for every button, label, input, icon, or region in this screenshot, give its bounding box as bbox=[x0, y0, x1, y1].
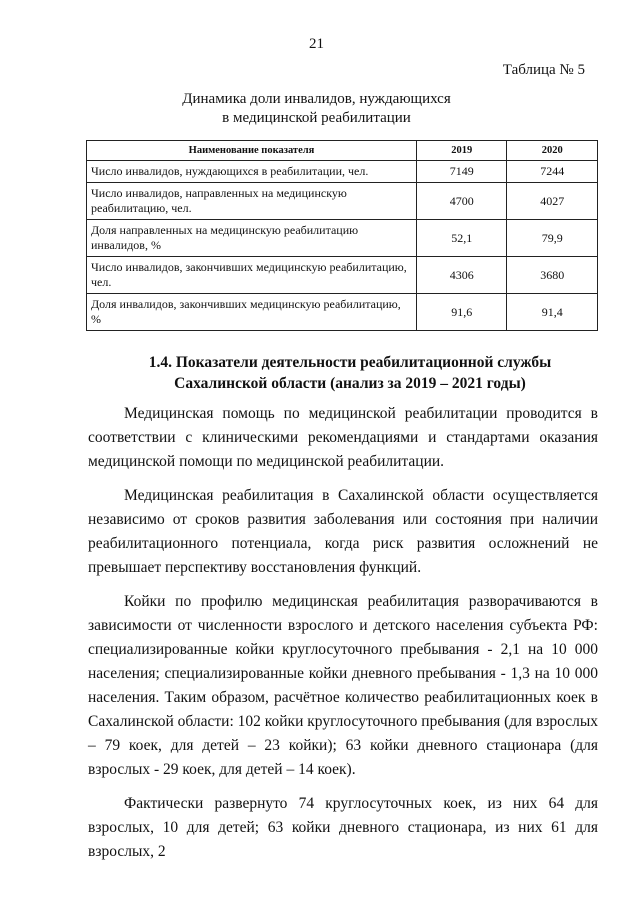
row-label: Число инвалидов, закончивших медицинскую реабилитацию, чел. bbox=[87, 257, 417, 294]
header-2019: 2019 bbox=[416, 141, 507, 161]
cell-2019: 4700 bbox=[416, 183, 507, 220]
table-row bbox=[87, 294, 598, 331]
cell-2020: 91,4 bbox=[507, 294, 598, 331]
header-2020: 2020 bbox=[507, 141, 598, 161]
table-title bbox=[0, 90, 633, 128]
row-label: Доля направленных на медицинскую реабилитацию инвалидов, % bbox=[87, 220, 417, 257]
paragraph: Фактически развернуто 74 круглосуточных коек, из них 64 для взрослых, 10 для детей; 63 койки дневного стационара, из них 61 для взрослых, 2 bbox=[88, 795, 598, 860]
section-heading-line-2: Сахалинской области (анализ за 2019 – 2021 годы) bbox=[174, 375, 526, 392]
cell-2020: 7244 bbox=[507, 161, 598, 183]
cell-2020: 79,9 bbox=[507, 220, 598, 257]
table-row bbox=[87, 220, 598, 257]
table-label: Таблица № 5 bbox=[502, 62, 585, 78]
row-label: Число инвалидов, нуждающихся в реабилитации, чел. bbox=[87, 161, 417, 183]
page-number: 21 bbox=[309, 36, 324, 52]
paragraph: Медицинская помощь по медицинской реабилитации проводится в соответствии с клиническими рекомендациями и стандартами оказания медицинской помощи по медицинской реабилитации. bbox=[88, 405, 598, 470]
cell-2019: 7149 bbox=[416, 161, 507, 183]
cell-2019: 52,1 bbox=[416, 220, 507, 257]
table-row bbox=[87, 183, 598, 220]
cell-2020: 4027 bbox=[507, 183, 598, 220]
section-heading-line-1: 1.4. Показатели деятельности реабилитационной службы bbox=[148, 354, 552, 371]
cell-2019: 91,6 bbox=[416, 294, 507, 331]
table-title-line-2: в медицинской реабилитации bbox=[222, 110, 411, 126]
cell-2019: 4306 bbox=[416, 257, 507, 294]
paragraph: Медицинская реабилитация в Сахалинской области осуществляется независимо от сроков развития заболевания или состояния при наличии реабилитационного потенциала, когда риск развития осложнений не превышает перспективу восстановления функций. bbox=[88, 487, 598, 576]
body-text bbox=[88, 402, 598, 874]
table-title-line-1: Динамика доли инвалидов, нуждающихся bbox=[182, 91, 451, 107]
section-heading bbox=[130, 352, 570, 394]
data-table bbox=[86, 140, 598, 331]
table-row bbox=[87, 257, 598, 294]
row-label: Число инвалидов, направленных на медицинскую реабилитацию, чел. bbox=[87, 183, 417, 220]
table-row bbox=[87, 161, 598, 183]
header-indicator: Наименование показателя bbox=[87, 141, 417, 161]
cell-2020: 3680 bbox=[507, 257, 598, 294]
row-label: Доля инвалидов, закончивших медицинскую реабилитацию, % bbox=[87, 294, 417, 331]
paragraph: Койки по профилю медицинская реабилитация разворачиваются в зависимости от численности взрослого и детского населения субъекта РФ: специализированные койки круглосуточного пребывания - 2,1 на 10 000 населения; специализированные койки дневного пребывания - 1,3 на 10 000 населения. Таким образом, расчётное количество реабилитационных коек в Сахалинской области: 102 койки круглосуточного пребывания (для взрослых – 79 коек, для детей – 23 койки); 63 койки дневного стационара (для взрослых - 29 коек, для детей – 14 коек). bbox=[88, 593, 599, 778]
table-header-row bbox=[87, 141, 598, 161]
